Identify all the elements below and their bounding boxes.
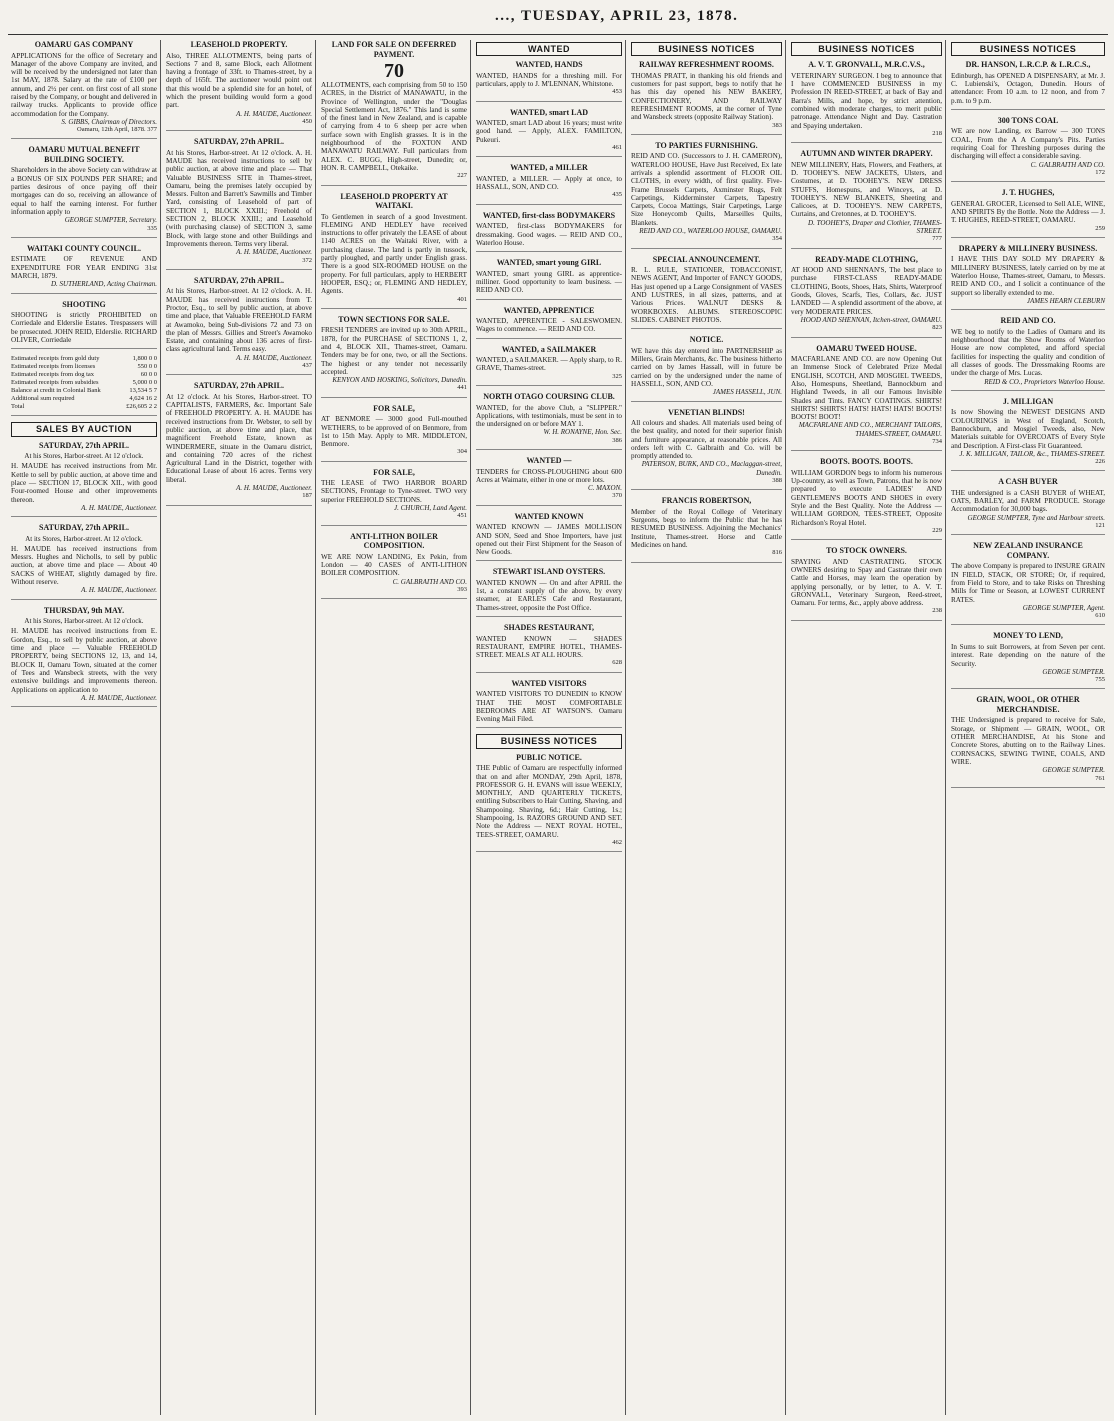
- ad-body: SHOOTING is strictly PROHIBITED on Corriedale and Elderslie Estates. Trespassers will be prosecuted. JOHN REID, Elderslie. RICHARD OLIVER, Corriedale: [11, 311, 157, 344]
- ad-signature: A. H. MAUDE, Auctioneer.: [81, 586, 157, 595]
- finance-row: [11, 371, 157, 379]
- column-2-notices: [166, 40, 312, 506]
- column-5: [628, 40, 785, 1415]
- ad-body: Shareholders in the above Society can withdraw at a BONUS OF SIX POUNDS PER SHARE; and parties desirous of once paying off their mortgages can do so, receiving an allowance of equal to half the earning interest. For further information apply to: [11, 166, 157, 216]
- ad-signature: GEORGE SUMPTER, Tyne and Harbour streets.: [967, 513, 1105, 522]
- advertisement: [166, 137, 312, 270]
- section-wanted: WANTED: [476, 42, 622, 56]
- advertisement: [476, 456, 622, 506]
- ad-number: Oamaru, 12th April, 1878. 377: [77, 126, 157, 134]
- ad-title: PUBLIC NOTICE.: [516, 752, 582, 762]
- ad-number: 777: [932, 235, 942, 243]
- ad-signature: REID AND CO., WATERLOO HOUSE, OAMARU.: [639, 227, 782, 236]
- ad-title: WANTED VISITORS: [511, 678, 587, 688]
- ad-title: SATURDAY, 27th APRIL.: [39, 523, 129, 533]
- ad-title: WANTED KNOWN: [514, 511, 584, 521]
- advertisement: [951, 695, 1105, 787]
- ad-number: 610: [1095, 612, 1105, 620]
- advertisement: [631, 496, 782, 562]
- ad-number: 218: [932, 129, 942, 137]
- ad-number: 187: [302, 492, 312, 500]
- ad-body: WANTED, a MILLER. — Apply at once, to HASSALL, SON, AND CO.: [476, 174, 622, 192]
- ad-signature: D. SUTHERLAND, Acting Chairman.: [50, 280, 157, 289]
- ad-number: 437: [302, 362, 312, 369]
- ad-body: WE have this day entered into PARTNERSHIP as Millers, Grain Merchants, &c. The business hitherto carried on by James Hassall, will in future be carried on by the undersigned under the name of HASSELL, SON, AND CO.: [631, 346, 782, 388]
- ad-body: ALLOTMENTS, each comprising from 50 to 150 ACRES, in the District of MANAWATU, in the Province of Wellington, under the "Douglas Special Settlement Act, 1876." This land is some of the finest land in New Zealand, and is capable of carrying from 4 to 6 sheep per acre when surface sown with English grasses. It is in the neighbourhood of the FOXTON AND MANAWATU RAILWAY. Full particulars from ALEX. C. BUGG, High-street, Dunedin; or, HON. R. CAMPBELL, Otekaike.: [321, 81, 467, 172]
- ad-body: WANTED, APPRENTICE - SALESWOMEN. Wages to commence. — REID AND CO.: [476, 317, 622, 334]
- ad-body: FRESH TENDERS are invited up to 30th APRIL, 1878, for the PURCHASE of SECTIONS 1, 2, and 4, BLOCK XII., Thames-street, Oamaru. Tenders may be for one, two, or all the Sections. The highest or any tender not necessarily accepted.: [321, 326, 467, 376]
- advertisement: [321, 40, 467, 186]
- advertisement: [476, 567, 622, 617]
- column-1-notices: [11, 40, 157, 349]
- ad-signature: A. H. MAUDE, Auctioneer.: [236, 353, 312, 362]
- advertisement: [631, 255, 782, 330]
- ad-title: WANTED, smart LAD: [510, 107, 588, 117]
- ad-signature: W. H. RONAYNE, Hon. Sec.: [543, 428, 622, 437]
- ad-body: WANTED, smart young GIRL as apprentice-milliner. Good opportunity to learn business. — REID AND CO.: [476, 269, 622, 295]
- ad-signature: A. H. MAUDE, Auctioneer.: [81, 693, 157, 702]
- ad-subtitle: At its Stores, Harbor-street. At 12 o'clock.: [25, 534, 143, 543]
- ad-title: SATURDAY, 27th APRIL.: [194, 137, 284, 147]
- advertisement: [951, 397, 1105, 472]
- ad-body: THE LEASE of TWO HARBOR BOARD SECTIONS, Frontage to Tyne-street. TWO very superior FREEHOLD SECTIONS.: [321, 479, 467, 504]
- advertisement: [791, 255, 942, 338]
- ad-title: RAILWAY REFRESHMENT ROOMS.: [639, 60, 774, 70]
- ad-body: VETERINARY SURGEON. I beg to announce that I have COMMENCED BUSINESS in my Profession IN REED-STREET, at back of Bay and Barra's Mills, and hope, by strict attention, combined with moderate charges, to merit public patronage. Attendance Night and Day. Castration and Spaying undertaken.: [791, 71, 942, 130]
- ad-number: 335: [147, 224, 157, 232]
- advertisement: [476, 512, 622, 562]
- finance-label: Estimated receipts from licenses: [11, 363, 96, 371]
- advertisement: [476, 679, 622, 729]
- ad-number: 121: [1095, 522, 1105, 530]
- advertisement: [11, 606, 157, 707]
- column-3-notices: [321, 40, 467, 599]
- advertisement: [791, 457, 942, 540]
- ad-number: 450: [302, 117, 312, 125]
- advertisement: [321, 192, 467, 309]
- column-6: [788, 40, 945, 1415]
- advertisement: [166, 40, 312, 131]
- ad-title: DR. HANSON, L.R.C.P. & L.R.C.S.,: [965, 60, 1091, 70]
- masthead-date: ..., TUESDAY, APRIL 23, 1878.: [495, 8, 739, 24]
- advertisement: [476, 306, 622, 339]
- ad-title: GRAIN, WOOL, OR OTHER MERCHANDISE.: [976, 695, 1080, 714]
- finance-row: [11, 387, 157, 395]
- finance-label: Balance at credit in Colonial Bank: [11, 387, 101, 395]
- advertisement: [321, 532, 467, 599]
- ad-body: At his Stores, Harbor-street. At 12 o'clock. A. H. MAUDE has received instructions from T. Proctor, Esq., to sell by public auction, at above time and place, that Valuable FREEHOLD FARM at Awamoko, being Sub-divisions 72 and 73 on the plan of Messrs. Gillies and Street's Awamoko Estate, and containing about 136 acres of first-class agricultural land. Terms easy.: [166, 287, 312, 354]
- advertisement: [951, 244, 1105, 310]
- advertisement: [951, 541, 1105, 625]
- finance-label: Estimated receipts from gold duty: [11, 355, 100, 363]
- ad-body: THE Public of Oamaru are respectfully informed that on and after MONDAY, 29th April, 1878, PROFESSOR G. H. EVANS will issue WEEKLY, MONTHLY, AND QUARTERLY TICKETS, entitling Subscribers to Hair Cutting, Shaving, and Shampooing. Shaving, 6d.; Hair Cutting, 1s.; Shampooing, 1s. RAZORS GROUND AND SET. Note the Address — NEXT ROYAL HOTEL, TEES-STREET, OAMARU.: [476, 764, 622, 839]
- finance-row: [11, 403, 157, 411]
- advertisement: [951, 60, 1105, 110]
- ad-signature: A. H. MAUDE, Auctioneer.: [236, 109, 312, 118]
- ad-body: SPAYING AND CASTRATING. STOCK OWNERS desiring to Spay and Castrate their own Cattle and Horses, may learn the operation by applying personally, or by letter, to A. V. T. GRONVALL, Veterinary Surgeon, Reed-street, Oamaru. For terms, &c., apply above address.: [791, 557, 942, 608]
- ad-number: 441: [457, 384, 467, 392]
- ad-body: THE Undersigned is prepared to receive for Sale, Storage, or Shipment — GRAIN, WOOL, OR OTHER MERCHANDISE, At his Stone and Concrete Stores, abutting on to the Railway Lines. CORNSACKS, SEWING TWINE, COALS, AND WIRE.: [951, 716, 1105, 766]
- ad-signature: REID & CO., Proprietors Waterloo House.: [984, 377, 1105, 386]
- ad-signature: J. CHURCH, Land Agent.: [394, 504, 467, 513]
- ad-body: WANTED KNOWN — On and after APRIL the 1st, a constant supply of the above, by every steamer, at EARLE'S Cafe and Restaurant, Thames-street, opposite the Post Office.: [476, 578, 622, 612]
- ad-number: 401: [457, 295, 467, 303]
- column-divider: [625, 40, 626, 1415]
- ad-body: Edinburgh, has OPENED A DISPENSARY, at Mr. J. C. Lubienski's, Octagon, Dunedin. Hours of attendance: From 10 a.m. to 12 noon, and from 7 p.m. to 9 p.m.: [951, 71, 1105, 105]
- finance-value: 13,534 5 7: [129, 387, 157, 395]
- ad-signature: MACFARLANE AND CO., MERCHANT TAILORS, THAMES-STREET, OAMARU.: [798, 421, 942, 438]
- ad-title: FRANCIS ROBERTSON,: [661, 496, 752, 506]
- finance-estimate: [11, 355, 157, 416]
- ad-title: WANTED, a MILLER: [510, 163, 588, 173]
- ad-body: In Sums to suit Borrowers, at from Seven per cent. interest. Rate depending on the nature of the Security.: [951, 642, 1105, 668]
- ad-title: 300 TONS COAL: [997, 115, 1059, 125]
- ad-signature: KENYON AND HOSKING, Solicitors, Dunedin.: [332, 376, 467, 385]
- ad-number: 229: [932, 526, 942, 534]
- ad-body: H. MAUDE has received instructions from E. Gordon, Esq., to sell by public auction, at above time and place — Valuable FREEHOLD PROPERTY, being SECTIONS 12, 13, and 14, BLOCK II, Oamaru Town, situated at the corner of Tees and Wansbeck streets, with the very extensive buildings and improvements thereon. Applications on application to: [11, 627, 157, 694]
- advertisement: [476, 108, 622, 158]
- ad-body: Also, THREE ALLOTMENTS, being parts of Sections 7 and 8, same Block, each Allotment having a frontage of 33ft. to Thames-street, by a depth of 165ft. The auctioneer would point out that this would be a splendid site for an hotel, of which the present building would form a good part.: [166, 51, 312, 110]
- ad-signature: A. H. MAUDE, Auctioneer.: [236, 484, 312, 493]
- ad-body: ESTIMATE OF REVENUE AND EXPENDITURE FOR YEAR ENDING 31st MARCH, 1879.: [11, 255, 157, 280]
- finance-label: Total: [11, 403, 25, 411]
- ad-number: 226: [1095, 458, 1105, 466]
- advertisement: [476, 623, 622, 673]
- section-business-notices: BUSINESS NOTICES: [476, 734, 622, 748]
- advertisement: [791, 149, 942, 248]
- ad-number: 372: [302, 256, 312, 264]
- ad-title: LEASEHOLD PROPERTY AT WAITAKI.: [340, 191, 448, 211]
- ad-number: 451: [457, 512, 467, 520]
- ad-figure: 70: [384, 60, 404, 82]
- ad-title: OAMARU MUTUAL BENEFIT BUILDING SOCIETY.: [28, 145, 140, 164]
- advertisement: [11, 244, 157, 294]
- ad-title: WAITAKI COUNTY COUNCIL.: [26, 243, 141, 253]
- ad-number: 304: [457, 448, 467, 456]
- ad-title: NEW ZEALAND INSURANCE COMPANY.: [973, 541, 1083, 560]
- ad-body: R. L. RULE, STATIONER, TOBACCONIST, NEWS AGENT, And Importer of FANCY GOODS, Has just opened up a Large Consignment of VASES AND LUSTRES, in all sizes, patterns, and at Various Prices. WALNUT DESKS & WORKBOXES. ALBUMS. STEREOSCOPIC SLIDES. CABINET PHOTOS.: [631, 266, 782, 324]
- advertisement: [11, 523, 157, 600]
- ad-body: MACFARLANE AND CO. are now Opening Out an Immense Stock of Celebrated Prize Medal ENGLISH, SCOTCH, AND MOSGIEL TWEEDS, Also, Homespuns, Sheetland, Bannockburn and Highland Tweeds, in all our Famous Invisible Shades and Tints. FANCY COATINGS. SHIRTS! SHIRTS! SHIRTS! HATS! HATS! HATS! BOOTS! BOOTS! BOOT!: [791, 355, 942, 422]
- ad-number: 816: [772, 549, 782, 557]
- ad-body: WANTED, smart LAD about 16 years; must write good hand. — Apply, ALEX. FAMILTON, Pukeuri.: [476, 119, 622, 144]
- ad-signature: A. H. MAUDE, Auctioneer.: [236, 248, 312, 257]
- ad-number: 325: [612, 372, 622, 380]
- ad-number: 462: [612, 838, 622, 846]
- ad-body: WANTED VISITORS TO DUNEDIN to KNOW THAT THE MOST COMFORTABLE BEDROOMS ARE AT WATSON'S. Oamaru Evening Mail Filed.: [476, 690, 622, 724]
- ad-signature: A. H. MAUDE, Auctioneer.: [81, 503, 157, 512]
- advertisement: [166, 381, 312, 505]
- ad-number: 453: [612, 88, 622, 96]
- ad-body: WE beg to notify to the Ladies of Oamaru and its neighbourhood that the Show Rooms of Waterloo House are now completed, and afford special facilities for inspecting the quality and condition of all classes of goods. The Dressmaking Rooms are under the charge of Mrs. Lucas.: [951, 327, 1105, 378]
- ad-signature: S. GIBBS, Chairman of Directors.: [61, 117, 157, 126]
- ad-title: TO PARTIES FURNISHING.: [655, 140, 758, 150]
- column-divider: [470, 40, 471, 1415]
- ad-number: 823: [932, 324, 942, 332]
- advertisement: [631, 141, 782, 249]
- ad-title: FOR SALE,: [373, 467, 415, 477]
- ad-body: All colours and shades. All materials used being of the best quality, and noted for their superior finish and furniture appearance, at reasonable prices. All orders left with C. Galbraith and Co. will be promptly attended to.: [631, 419, 782, 461]
- ad-title: J. T. HUGHES,: [1001, 188, 1055, 198]
- ad-body: NEW MILLINERY, Hats, Flowers, and Feathers, at D. TOOHEY'S. NEW JACKETS, Ulsters, and Costumes, at D. TOOHEY'S. NEW DRESS STUFFS, Homespuns, and Winceys, at D. TOOHEY'S. NEW BLANKETS, Sheeting and Calicoes, at D. TOOHEY'S. NEW CARPETS, Curtains, and Cretonnes, at D. TOOHEY'S.: [791, 160, 942, 219]
- advertisement: [951, 188, 1105, 238]
- advertisement: [951, 631, 1105, 689]
- ad-body: TENDERS for CROSS-PLOUGHING about 600 Acres at Waimate, either in one or more lots.: [476, 467, 622, 484]
- finance-value: 5,000 0 0: [132, 379, 157, 387]
- ad-body: Member of the Royal College of Veterinary Surgeons, begs to inform the Public that he has RESUMED BUSINESS. Adjoining the Mechanics' Institute, Thames-street. Horse and Cattle Medicines on hand.: [631, 507, 782, 550]
- ad-signature: HOOD AND SHENNAN, Itchen-street, OAMARU.: [800, 315, 942, 324]
- advertisement: [11, 300, 157, 350]
- ad-number: 435: [612, 191, 622, 199]
- advertisement: [631, 335, 782, 401]
- ad-title: SHADES RESTAURANT,: [504, 623, 594, 633]
- section-business-notices: BUSINESS NOTICES: [631, 42, 782, 56]
- ad-number: 227: [457, 172, 467, 180]
- ad-number: 238: [932, 607, 942, 615]
- ad-title: REID AND CO.: [1000, 316, 1056, 326]
- ad-body: WANTED, first-class BODYMAKERS for dressmaking. Good wages. — REID AND CO., Waterloo House.: [476, 222, 622, 247]
- finance-table: [11, 355, 157, 411]
- ad-title: BOOTS. BOOTS. BOOTS.: [820, 457, 913, 467]
- advertisement: [791, 546, 942, 621]
- column-7-notices: [951, 60, 1105, 788]
- advertisement: [951, 116, 1105, 182]
- ad-signature: JAMES HEARN CLEBURN: [1026, 296, 1105, 305]
- ad-body: AT BENMORE — 3000 good Full-mouthed WETHERS, to be approved of on Benmore, from 1st to 15th May. Apply to MR. MIDDLETON, Benmore.: [321, 415, 467, 449]
- ad-title: OAMARU TWEED HOUSE.: [816, 343, 917, 353]
- finance-value: 1,800 0 0: [132, 355, 157, 363]
- column-divider: [160, 40, 161, 1415]
- advertisement: [631, 60, 782, 135]
- finance-label: Estimated receipts from dog tax: [11, 371, 95, 379]
- ad-body: WANTED KNOWN — JAMES MOLLISON AND SON, Seed and Shoe Importers, have just opened out their First Shipment for the Season of New Goods.: [476, 523, 622, 557]
- ad-title: WANTED, HANDS: [515, 60, 583, 70]
- ad-title: WANTED, smart young GIRL: [496, 258, 602, 268]
- advertisement: [476, 753, 622, 852]
- ad-signature: GEORGE SUMPTER.: [1042, 667, 1105, 676]
- ad-title: WANTED —: [526, 456, 572, 466]
- ad-number: 628: [612, 659, 622, 667]
- ad-subtitle: At his Stores, Harbor-street. At 12 o'clock.: [24, 617, 144, 626]
- ad-body: WILLIAM GORDON begs to inform his numerous Up-country, as well as Town, Patrons, that he is now prepared to execute LADIES' AND GENTLEMEN'S BOOTS AND SHOES in every Style and the Best Quality. Note the Address — WILLIAM GORDON, TEES-STREET, Opposite Richardson's Royal Hotel.: [791, 468, 943, 527]
- ad-title: NOTICE.: [689, 335, 724, 345]
- section-business-notices: BUSINESS NOTICES: [951, 42, 1105, 56]
- ad-body: At his Stores, Harbor-street. At 12 o'clock. A. H. MAUDE has received instructions to sell by public auction, at above time and place — That Valuable BUSINESS SITE in Thames-street, Oamaru, being the premises lately occupied by Messrs. Fulton and Barrett's Sawmills and Timber Yard, consisting of Leasehold of part of SECTION 1, BLOCK XXIII.; Freehold of SECTION 2, BLOCK XXIII.; and Leasehold (with purchasing clause) of SECTION 3, same Block, with large stone and other Buildings and Improvements thereon. Terms very liberal.: [166, 148, 312, 248]
- masthead-rule: [8, 34, 1108, 35]
- ad-signature: PATERSON, BURK, AND CO., Maclaggan-street, Dunedin.: [641, 460, 782, 477]
- ad-title: OAMARU GAS COMPANY: [34, 40, 134, 49]
- ad-number: 386: [612, 436, 622, 444]
- ad-number: 755: [1095, 676, 1105, 684]
- ad-title: WANTED, first-class BODYMAKERS: [482, 210, 616, 220]
- advertisement: [321, 468, 467, 526]
- advertisement: [11, 40, 157, 139]
- ad-body: APPLICATIONS for the office of Secretary and Manager of the above Company are invited, and will be received by the undersigned not later than 1st MAY, 1878. Salary at the rate of £100 per annum, and 2½ per cent. on first cost of all stone raised by the Company, or bought and delivered in railway trucks. Applicants to provide office accommodation for the Company.: [11, 51, 157, 118]
- advertisement: [791, 344, 942, 452]
- column-6-notices: [791, 60, 942, 620]
- section-business-notices: BUSINESS NOTICES: [791, 42, 942, 56]
- ad-body: AT HOOD AND SHENNAN'S, The best place to purchase FIRST-CLASS READY-MADE CLOTHING, Boots, Shoes, Hats, Shirts, Waterproof Goods, Gloves, Scarfs, Ties, Collars, &c. JUST LANDED — A splendid assortment of the above, at very MODERATE PRICES.: [791, 266, 943, 316]
- advertisement: [476, 211, 622, 252]
- ad-title: J. MILLIGAN: [1002, 396, 1054, 406]
- finance-value: 550 0 0: [137, 363, 157, 371]
- advertisement: [476, 258, 622, 299]
- ad-number: 761: [1095, 774, 1105, 782]
- wanted-list: [476, 60, 622, 728]
- advertisement: [166, 276, 312, 375]
- ad-number: 461: [612, 144, 622, 152]
- advertisement: [951, 477, 1105, 535]
- ad-title: SATURDAY, 27th APRIL.: [194, 275, 284, 285]
- ad-title: VENETIAN BLINDS!: [668, 407, 745, 417]
- ad-signature: C. GALBRAITH AND CO.: [392, 577, 467, 586]
- ad-body: WANTED, for the above Club, a "SLIPPER." Applications, with testimonials, must be sent in to the undersigned on or before MAY 1.: [476, 403, 622, 429]
- ad-title: TOWN SECTIONS FOR SALE.: [338, 314, 450, 324]
- ad-title: WANTED, a SAILMAKER: [501, 344, 597, 354]
- ad-title: THURSDAY, 9th MAY.: [43, 605, 125, 615]
- ad-title: FOR SALE,: [373, 403, 415, 413]
- ad-body: H. MAUDE has received instructions from Mr. Kettle to sell by public auction, at above time and place — SECTION 17, BLOCK XII., with good Four-roomed House and other improvements thereon.: [11, 462, 157, 504]
- ad-body: WE ARE NOW LANDING, Ex Pekin, from London — 40 CASES of ANTI-LITHON BOILER COMPOSITION.: [321, 552, 467, 578]
- finance-value: 4,624 16 2: [129, 395, 157, 403]
- ad-number: 259: [1095, 224, 1105, 232]
- ad-signature: J. K. MILLIGAN, TAILOR, &c., THAMES-STREET.: [959, 449, 1105, 458]
- advertisement: [631, 408, 782, 491]
- ad-title: DRAPERY & MILLINERY BUSINESS.: [958, 243, 1098, 253]
- column-4-business-notices: [476, 753, 622, 852]
- ad-signature: D. TOOHEY'S, Draper and Clothier, THAMES-STREET.: [808, 218, 942, 236]
- ad-body: H. MAUDE has received instructions from Messrs. Hughes and Nicholls, to sell by public auction, at above time and place — About 40 SACKS of WHEAT, slightly damaged by fire. Without reserve.: [11, 544, 157, 587]
- finance-value: £26,605 2 2: [126, 403, 157, 411]
- ad-body: Is now Showing the NEWEST DESIGNS AND COLOURINGS in West of England, Scotch, Bannockburn, and Mosgiel Tweeds, also, New Materials suitable for OVERCOATS of Every Style and Description. A First-class Fit Guaranteed.: [951, 408, 1105, 450]
- advertisement: [476, 60, 622, 101]
- column-5-notices: [631, 60, 782, 562]
- ad-title: ANTI-LITHON BOILER COMPOSITION.: [350, 531, 438, 551]
- column-divider: [945, 40, 946, 1415]
- ad-title: STEWART ISLAND OYSTERS.: [492, 567, 606, 577]
- ad-title: TO STOCK OWNERS.: [826, 546, 907, 556]
- finance-row: [11, 355, 157, 363]
- advertisement: [476, 163, 622, 204]
- ad-body: The above Company is prepared to INSURE GRAIN IN FIELD, STACK, OR STORE; Or, if required, from Field to Store, and to take Risks on Threshing Mills for Time or Season, at LOWEST CURRENT RATES.: [951, 562, 1105, 604]
- ad-signature: C. GALBRAITH AND CO.: [1030, 160, 1105, 169]
- ad-body: THOMAS PRATT, in thanking his old friends and customers for past support, begs to notify that he has this day opened his NEW BAKERY, CONFECTIONERY, AND RAILWAY REFRESHMENT ROOMS, at the corner of Tyne and Wansbeck streets (opposite Railway Station).: [631, 71, 782, 122]
- ad-body: WANTED, HANDS for a threshing mill. For particulars, apply to J. M'LENNAN, Whitstone.: [476, 71, 622, 89]
- ad-body: WE are now Landing, ex Barrow — 300 TONS COAL, From the A A Company's Pits. Parties requiring Coal for Threshing purposes during the discharging will effect a considerable saving.: [951, 127, 1105, 161]
- ad-title: MONEY TO LEND,: [993, 631, 1063, 641]
- finance-label: Estimated receipts from subsidies: [11, 379, 99, 387]
- ad-number: 354: [772, 235, 782, 243]
- ad-title: LAND FOR SALE ON DEFERRED PAYMENT.: [331, 40, 457, 59]
- ad-title: LEASEHOLD PROPERTY.: [190, 40, 288, 49]
- advertisement: [476, 345, 622, 386]
- ad-title: SATURDAY, 27th APRIL.: [194, 381, 284, 391]
- ad-title: WANTED, APPRENTICE: [503, 305, 595, 315]
- ad-number: 370: [612, 492, 622, 500]
- ad-number: 388: [772, 477, 782, 485]
- advertisement: [321, 404, 467, 462]
- advertisement: [321, 315, 467, 398]
- column-2: [163, 40, 315, 1415]
- finance-row: [11, 379, 157, 387]
- ad-title: SPECIAL ANNOUNCEMENT.: [652, 254, 761, 264]
- section-sales-by-auction: SALES BY AUCTION: [11, 422, 157, 436]
- ad-title: NORTH OTAGO COURSING CLUB.: [483, 392, 615, 402]
- column-1: [8, 40, 160, 1415]
- ad-body: WANTED KNOWN — SHADES RESTAURANT, EMPIRE HOTEL, THAMES-STREET. MEALS AT ALL HOURS.: [476, 634, 622, 660]
- ad-signature: C. MAXON.: [587, 484, 622, 493]
- ad-signature: GEORGE SUMPTER, Secretary.: [64, 216, 157, 225]
- masthead: [0, 0, 1114, 38]
- ad-number: 393: [457, 585, 467, 593]
- ad-title: AUTUMN AND WINTER DRAPERY.: [800, 149, 933, 159]
- column-4: [473, 40, 625, 1415]
- ad-title: READY-MADE CLOTHING,: [815, 254, 918, 264]
- ad-title: SATURDAY, 27th APRIL.: [39, 440, 129, 450]
- advertisement: [11, 145, 157, 237]
- ad-body: I HAVE THIS DAY SOLD MY DRAPERY & MILLINERY BUSINESS, lately carried on by me at Waterloo House, Thames-street, Oamaru, to Messrs. REID AND CO., and I solicit a continuance of the support so liberally extended to me.: [951, 255, 1105, 297]
- ad-number: 734: [932, 437, 942, 445]
- ad-title: SHOOTING: [62, 299, 106, 309]
- ad-body: REID AND CO. (Successors to J. H. CAMERON), WATERLOO HOUSE, Have Just Received, Ex late arrivals a splendid assortment of FLOOR OIL CLOTHS, in every width, of first quality. Five-Frame Brussels Carpets, Axminster Rugs, Felt Carpetings, Kidderminster Carpets, Tapestry Carpets, Cocoa Mattings, Stair Carpetings, Large Size Honeycomb Quilts, Marseilles Quilts, Blankets.: [631, 152, 782, 227]
- auction-list: [11, 441, 157, 708]
- ad-signature: JAMES HASSELL, JUN.: [712, 388, 782, 397]
- ad-body: GENERAL GROCER, Licensed to Sell ALE, WINE, AND SPIRITS By the Bottle. Note the Address — J. T. HUGHES, REED-STREET, OAMARU.: [951, 199, 1105, 225]
- ad-body: THE undersigned is a CASH BUYER of WHEAT, OATS, BARLEY, and FARM PRODUCE. Storage Accommodation for 30,000 bags.: [951, 488, 1105, 514]
- ad-number: 383: [772, 121, 782, 129]
- ad-signature: GEORGE SUMPTER, Agent.: [1022, 603, 1105, 612]
- column-7: [948, 40, 1108, 1415]
- ad-body: At 12 o'clock. At his Stores, Harbor-street. TO CAPITALISTS, FARMERS, &c. Important Sale of FREEHOLD PROPERTY. A. H. MAUDE has received instructions from Dr. Webster, to sell by public auction, at above time and place, that magnificent Freehold Estate, known as WINDERMERE, situate in the Oamaru district, and containing 720 acres of the richest Agricultural Land in the District, together with Educational Lease of about 16 acres. Terms very liberal.: [166, 392, 312, 484]
- ad-signature: GEORGE SUMPTER.: [1042, 766, 1105, 775]
- column-divider: [785, 40, 786, 1415]
- ad-title: A. V. T. GRONVALL, M.R.C.V.S.,: [808, 60, 925, 70]
- ad-body: WANTED, a SAILMAKER. — Apply sharp, to R. GRAVE, Thames-street.: [476, 356, 622, 373]
- ad-subtitle: At his Stores, Harbor-street. At 12 o'clock.: [24, 452, 144, 461]
- advertisement: [951, 316, 1105, 391]
- finance-row: [11, 363, 157, 371]
- ad-body: To Gentlemen in search of a good Investment. FLEMING AND HEDLEY have received instructions to offer privately the LEASE of about 1140 ACRES on the Waitaki River, with a purchasing clause. The land is partly in tussock, partly ploughed, and partly under English grass. There is a good SIX-ROOMED HOUSE on the property. For full particulars, apply to HERBERT HOOPER, ESQ.; or, FLEMING AND HEDLEY, Agents.: [321, 212, 467, 296]
- finance-row: [11, 395, 157, 403]
- advertisement: [476, 392, 622, 450]
- advertisement: [11, 441, 157, 518]
- column-3: [318, 40, 470, 1415]
- finance-label: Additional sum required: [11, 395, 75, 403]
- column-divider: [315, 40, 316, 1415]
- ad-title: A CASH BUYER: [998, 477, 1058, 487]
- advertisement: [791, 60, 942, 143]
- finance-value: 60 0 0: [140, 371, 157, 379]
- ad-number: 172: [1095, 168, 1105, 176]
